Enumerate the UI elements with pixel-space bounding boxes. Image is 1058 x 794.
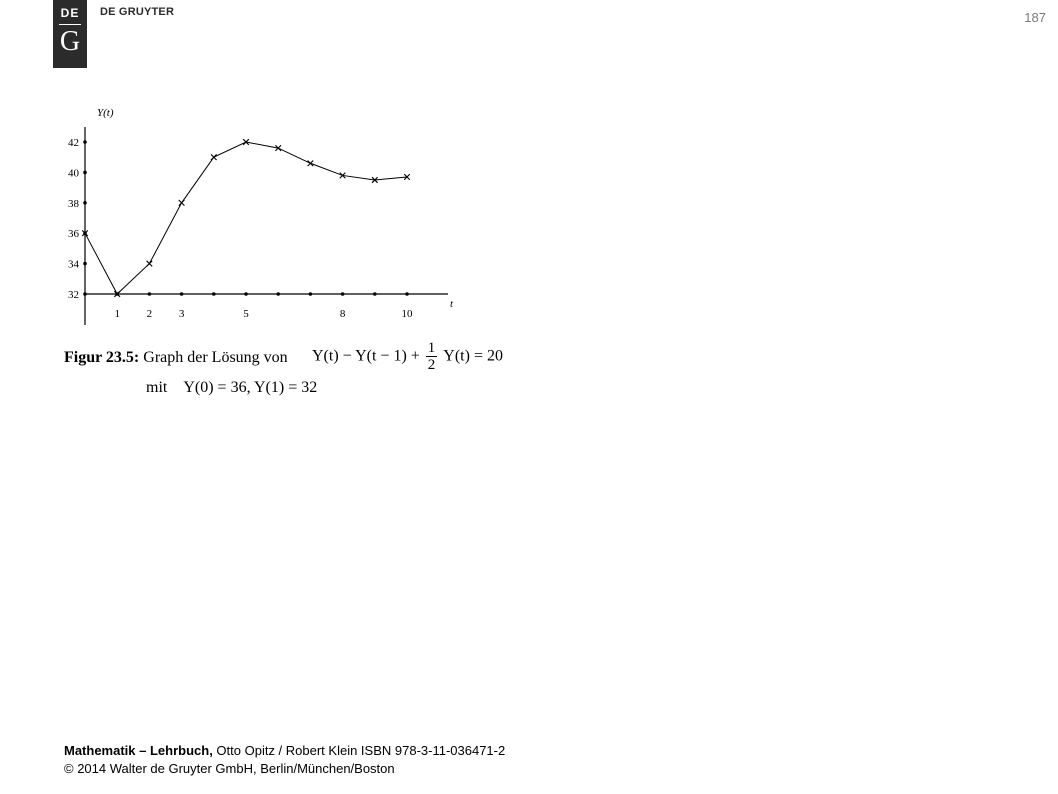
y-tick-label: 40 [68,167,79,180]
logo-top-text: DE [60,6,80,20]
y-tick-label: 32 [68,289,79,301]
equation-left: Y(t) − Y(t − 1) + [312,347,420,365]
data-point-marker [179,200,185,206]
x-tick-dot [212,292,216,296]
x-tick-dot [244,292,248,296]
caption-line-1 [64,349,288,367]
fraction-numerator: 1 [427,340,436,356]
x-tick-label: 8 [339,308,346,320]
page-number: 187 [1024,10,1046,25]
x-tick-dot [341,292,345,296]
x-tick-dot [180,292,184,296]
fraction-denominator: 2 [427,357,436,373]
caption-mit: mit [146,379,168,396]
caption-label: Figur 23.5: [64,349,140,366]
caption-equation [312,340,503,373]
y-tick-label: 36 [68,228,79,241]
data-point-marker [147,261,153,267]
publisher-name: DE GRUYTER [100,6,175,18]
x-tick-label: 2 [146,308,153,320]
footer-line-1 [64,742,505,760]
y-tick-dot [83,292,87,296]
x-tick-label: 3 [178,308,185,320]
caption-text: Graph der Lösung von [143,349,288,366]
x-tick-dot [148,292,152,296]
x-tick-dot [276,292,280,296]
book-authors: Otto Opitz / Robert Klein ISBN 978-3-11-036471-2 [212,743,506,758]
data-point-marker [211,154,217,160]
y-tick-label: 38 [68,197,79,210]
x-tick-label: 10 [401,308,413,320]
logo-bottom-text: G [59,26,81,57]
x-tick-label: 1 [114,308,120,320]
caption-line-2 [146,379,317,397]
y-tick-label: 42 [68,137,79,149]
equation-fraction [426,340,438,373]
x-tick-dot [373,292,377,296]
y-tick-dot [83,171,87,175]
y-axis-label: Y(t) [97,107,114,119]
y-tick-dot [83,140,87,144]
y-tick-dot [83,262,87,266]
footer-copyright: © 2014 Walter de Gruyter GmbH, Berlin/München/Boston [64,761,395,776]
x-tick-dot [405,292,409,296]
footer [64,742,505,778]
x-tick-dot [309,292,313,296]
data-point-marker [308,160,314,166]
caption-condition: Y(0) = 36, Y(1) = 32 [183,379,318,396]
equation-right: Y(t) = 20 [443,347,503,365]
book-title: Mathematik – Lehrbuch, [64,743,213,758]
series-line [85,142,407,294]
y-tick-label: 34 [68,258,79,271]
x-axis-label: t [450,298,454,310]
x-tick-label: 5 [243,308,249,320]
y-tick-dot [83,201,87,205]
